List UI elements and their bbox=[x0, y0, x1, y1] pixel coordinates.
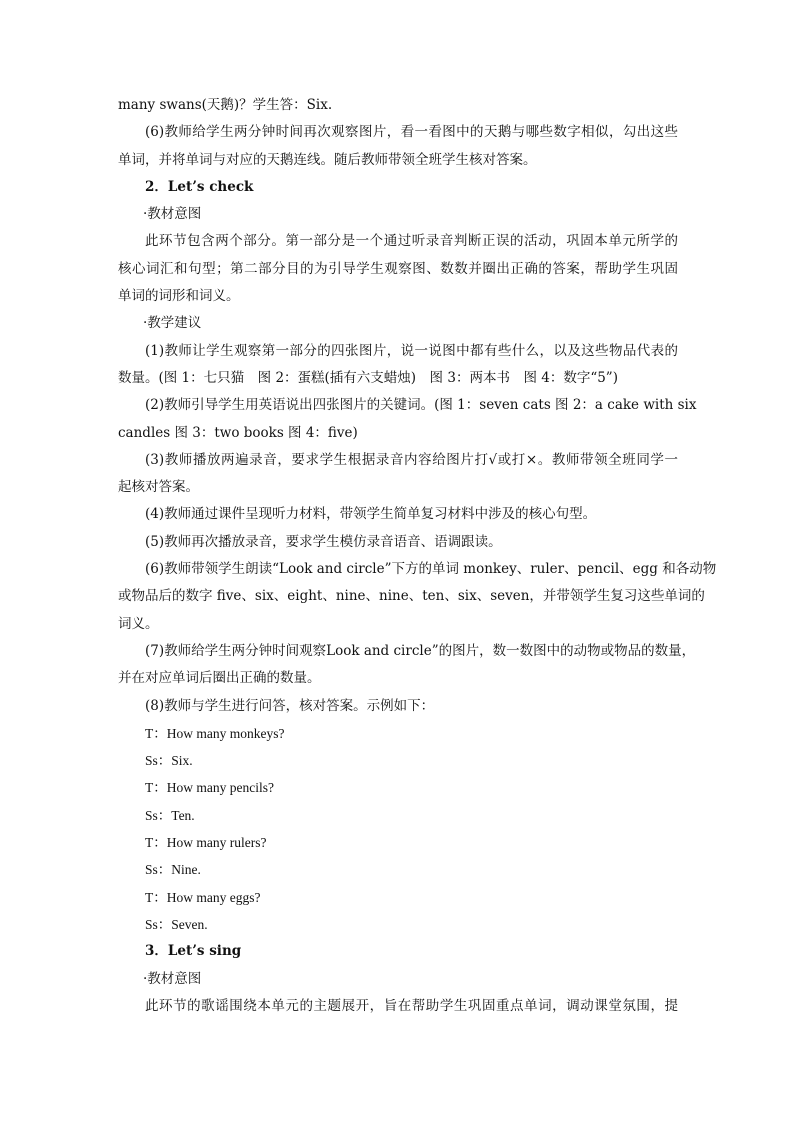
dialogue-line: T：How many pencils? bbox=[145, 780, 274, 796]
dialogue-line: T：How many monkeys? bbox=[145, 725, 285, 741]
subsection-label: ·教材意图 bbox=[143, 206, 202, 223]
text-line: 单词的词形和词义。 bbox=[118, 288, 240, 305]
dialogue-line: Ss：Nine. bbox=[145, 862, 201, 878]
text-line: 此环节的歌谣围绕本单元的主题展开，旨在帮助学生巩固重点单词，调动课堂氛围，提 bbox=[145, 997, 678, 1014]
section-heading: 2．Let’s check bbox=[145, 178, 254, 195]
text-line: many swans(天鹅)？学生答：Six. bbox=[118, 97, 333, 113]
section-heading: 3．Let’s sing bbox=[145, 943, 242, 960]
text-line: (7)教师给学生两分钟时间观察Look and circle”的图片，数一数图中的动物或物品的数量， bbox=[145, 642, 696, 659]
text-line: (5)教师再次播放录音，要求学生模仿录音语音、语调跟读。 bbox=[145, 533, 502, 550]
text-line: 并在对应单词后圈出正确的数量。 bbox=[118, 670, 321, 687]
text-line: candles 图 3：two books 图 4：five) bbox=[118, 424, 358, 441]
dialogue-line: Ss：Seven. bbox=[145, 916, 208, 932]
text-line: (1)教师让学生观察第一部分的四张图片，说一说图中都有些什么，以及这些物品代表的 bbox=[145, 342, 678, 359]
text-line: 起核对答案。 bbox=[118, 479, 199, 496]
text-line: (8)教师与学生进行问答，核对答案。示例如下： bbox=[145, 697, 435, 714]
text-line: (4)教师通过课件呈现听力材料，带领学生简单复习材料中涉及的核心句型。 bbox=[145, 506, 597, 523]
subsection-label: ·教材意图 bbox=[143, 970, 202, 987]
text-line: (2)教师引导学生用英语说出四张图片的关键词。(图 1：seven cats 图 2：a cake with six bbox=[145, 397, 697, 414]
text-line: (6)教师给学生两分钟时间再次观察图片，看一看图中的天鹅与哪些数字相似，勾出这些 bbox=[145, 124, 678, 141]
text-line: (3)教师播放两遍录音，要求学生根据录音内容给图片打√或打×。教师带领全班同学一 bbox=[145, 451, 678, 468]
text-line: 核心词汇和句型；第二部分目的为引导学生观察图、数数并圈出正确的答案，帮助学生巩固 bbox=[118, 260, 678, 277]
dialogue-line: T：How many eggs? bbox=[145, 889, 261, 905]
subsection-label: ·教学建议 bbox=[143, 315, 202, 332]
text-line: 单词，并将单词与对应的天鹅连线。随后教师带领全班学生核对答案。 bbox=[118, 151, 537, 168]
text-line: 词义。 bbox=[118, 615, 159, 632]
text-line: 数量。(图 1：七只猫 图 2：蛋糕(插有六支蜡烛) 图 3：两本书 图 4：数字“5”) bbox=[118, 369, 618, 386]
text-line: (6)教师带领学生朗读“Look and circle”下方的单词 monkey、ruler、pencil、egg 和各动物 bbox=[145, 561, 717, 578]
dialogue-line: T：How many rulers? bbox=[145, 835, 267, 851]
document-page bbox=[118, 92, 717, 1020]
dialogue-line: Ss：Six. bbox=[145, 753, 193, 769]
text-line: 或物品后的数字 five、six、eight、nine、nine、ten、six、seven，并带领学生复习这些单词的 bbox=[118, 588, 705, 605]
text-line: 此环节包含两个部分。第一部分是一个通过听录音判断正误的活动，巩固本单元所学的 bbox=[145, 233, 678, 250]
dialogue-line: Ss：Ten. bbox=[145, 807, 195, 823]
